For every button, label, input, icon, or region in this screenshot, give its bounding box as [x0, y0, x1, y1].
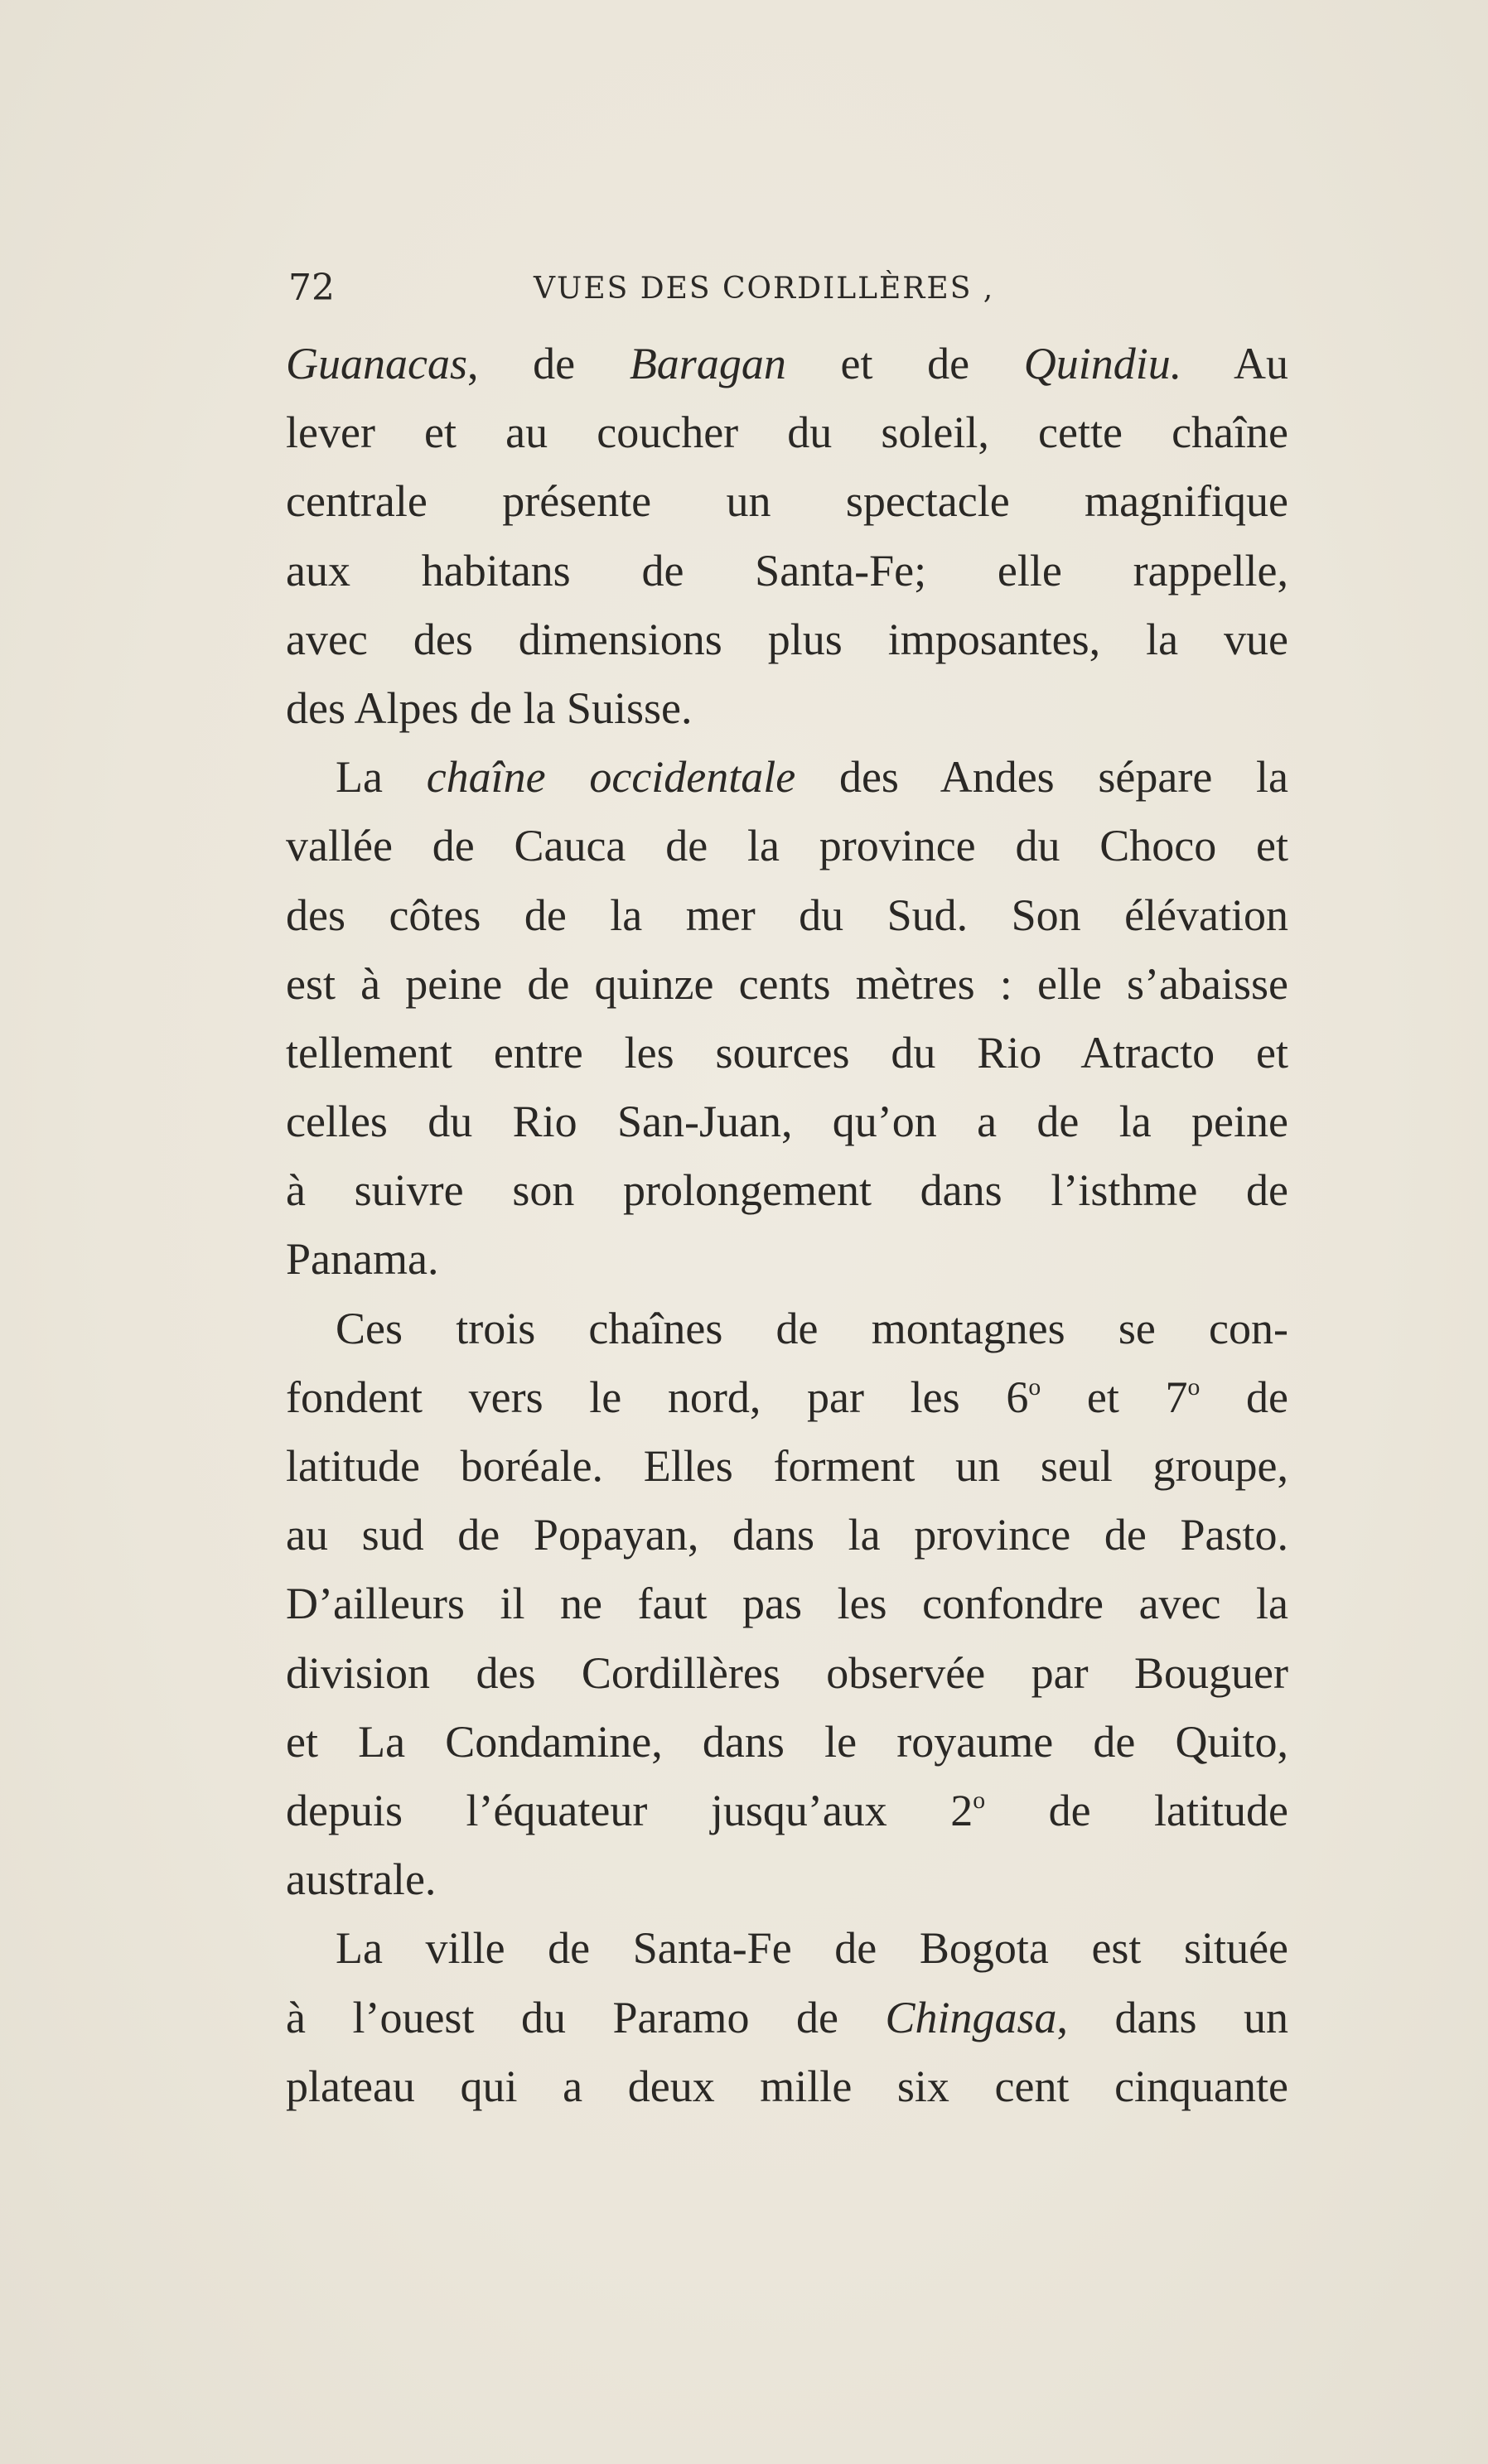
text-line: La ville de Santa-Fe de Bogota est située: [336, 1923, 1288, 1974]
text-line: depuis l’équateur jusqu’aux 2$^o$ de latitude: [286, 1785, 1289, 1835]
text-line: des côtes de la mer du Sud. Son élévation: [286, 890, 1288, 940]
text-line: avec des dimensions plus imposantes, la vue: [286, 614, 1288, 664]
text-line: division des Cordillères observée par Bouguer: [286, 1647, 1288, 1698]
text-line: et La Condamine, dans le royaume de Quito,: [286, 1716, 1288, 1767]
page-number: 72: [288, 267, 335, 309]
running-head: VUES DES CORDILLÈRES ,: [534, 272, 995, 306]
text-line: centrale présente un spectacle magnifique: [286, 476, 1288, 527]
text-line: australe.: [286, 1854, 437, 1905]
text-line: lever et au coucher du soleil, cette chaîne: [286, 407, 1288, 458]
text-line: D’ailleurs il ne faut pas les confondre avec la: [286, 1579, 1288, 1629]
text-line: aux habitans de Santa-Fe; elle rappelle,: [286, 545, 1288, 596]
page-header: [288, 263, 1051, 313]
text-line: des Alpes de la Suisse.: [286, 682, 693, 733]
text-line: plateau qui a deux mille six cent cinquante: [286, 2061, 1288, 2111]
text-line: Panama.: [286, 1234, 439, 1285]
text-line: tellement entre les sources du Rio Atracto et: [286, 1027, 1288, 1078]
text-line: Ces trois chaînes de montagnes se con-: [336, 1303, 1288, 1353]
text-line: à suivre son prolongement dans l’isthme de: [286, 1165, 1288, 1216]
text-line: fondent vers le nord, par les 6$^o$ et 7$^o$ de: [286, 1372, 1288, 1422]
text-line: au sud de Popayan, dans la province de Pasto.: [286, 1510, 1288, 1560]
text-line: vallée de Cauca de la province du Choco et: [286, 821, 1288, 871]
text-line: à l’ouest du Paramo de Chingasa, dans un: [286, 1992, 1288, 2042]
text-line: celles du Rio San-Juan, qu’on a de la peine: [286, 1097, 1288, 1147]
text-line: Guanacas, de Baragan et de Quindiu. Au: [286, 339, 1288, 388]
text-line: est à peine de quinze cents mètres : elle s’abaisse: [286, 958, 1288, 1009]
text-line: La chaîne occidentale des Andes sépare la: [336, 752, 1288, 803]
text-line: latitude boréale. Elles forment un seul groupe,: [286, 1441, 1288, 1491]
body-text: [286, 330, 1288, 2121]
